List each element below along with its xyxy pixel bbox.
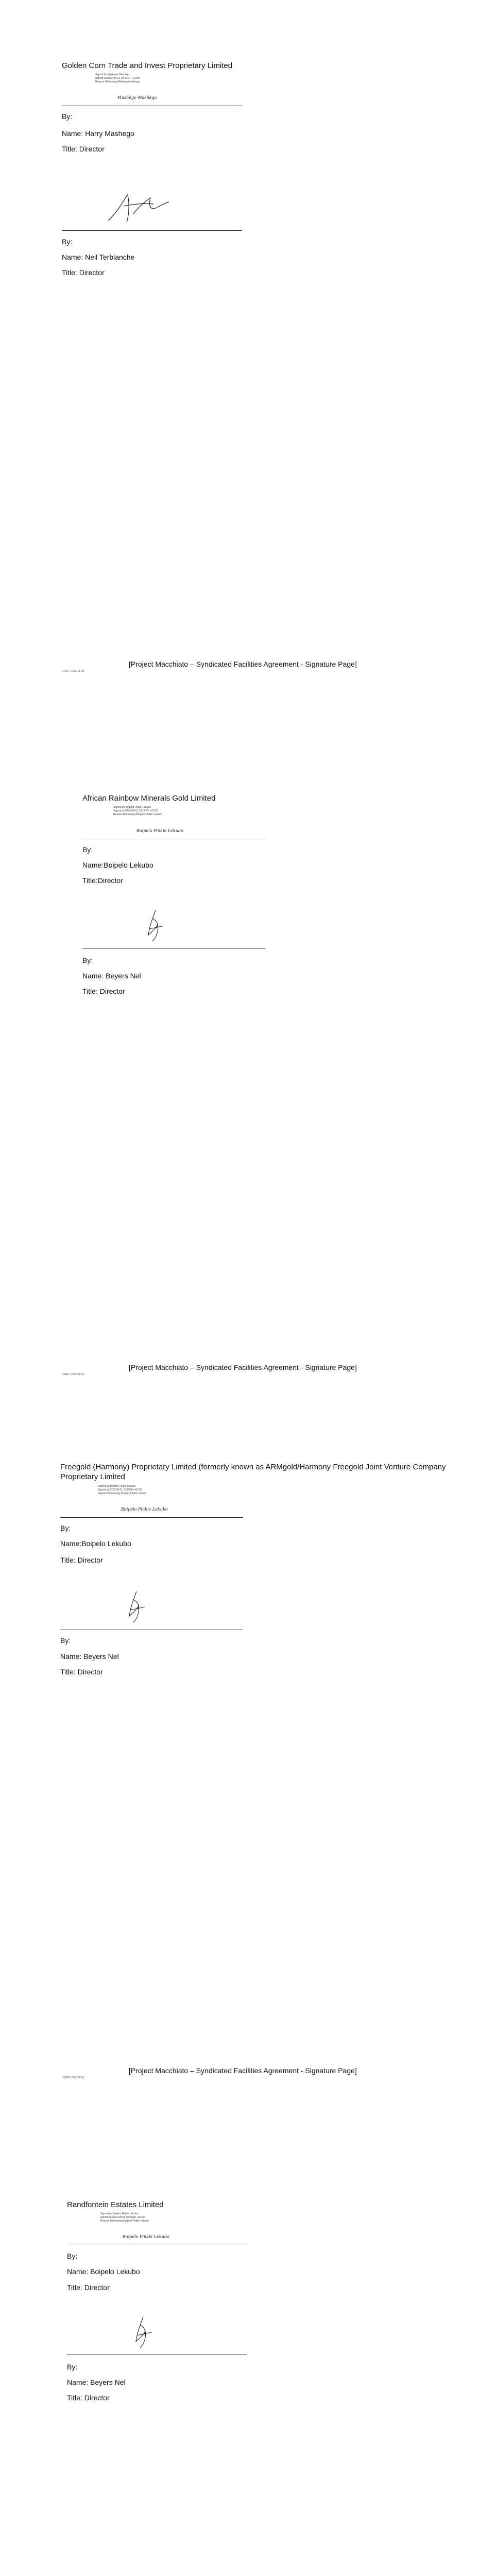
esign-signed-at: Signed at:2023-08-01 10:21:10 +02:00 [100,2216,145,2219]
signatory-title: Title:Director [82,876,123,885]
footer-ref: DRAFT 2023-08-01 [62,1373,84,1376]
esign-script-name: Boipelo Pinkie Lekubo [123,2234,169,2239]
esign-script-name: Mashego Mashego [117,95,157,100]
signature-line [60,1517,243,1518]
signatory-name: Name: Boipelo Lekubo [67,2267,140,2276]
esign-reason: Reason:Witnessing Mashego Mashego [95,80,140,83]
by-label: By: [82,956,93,964]
signatory-name: Name: Beyers Nel [82,972,141,980]
signatory-title: Title: Director [62,145,105,153]
signatory-name: Name:Boipelo Lekubo [60,1539,131,1548]
company-name: Randfontein Estates Limited [67,2200,164,2209]
by-label: By: [82,845,93,854]
by-label: By: [67,2363,78,2371]
esign-signed-at: Signed at:2023-08-01 10:19:03 +02:00 [98,1488,142,1492]
company-name: Golden Corn Trade and Invest Proprietary Limited [62,61,233,70]
esign-reason: Reason:Witnessing Boipelo Pinkie Lekubo [100,2219,149,2223]
footer-ref: DRAFT 2023-08-01 [62,2076,84,2079]
signatory-name: Name: Beyers Nel [67,2378,126,2386]
by-label: By: [67,2252,78,2260]
esign-reason: Reason:Witnessing Boipelo Pinkie Lekubo [113,813,162,816]
page-footer: [Project Macchiato – Syndicated Facilities Agreement - Signature Page] [129,1363,357,1371]
handwritten-signature [103,191,175,227]
signatory-name: Name: Harry Mashego [62,129,134,138]
signature-page-4 [0,2110,497,2576]
signature-page-3 [0,1406,497,2110]
by-label: By: [60,1636,71,1645]
signatory-name: Name: Beyers Nel [60,1652,119,1660]
esign-signed-by: Signed by:Boipelo Pinkie Lekubo [100,2212,139,2215]
page-footer: [Project Macchiato – Syndicated Facilities Agreement - Signature Page] [129,2066,357,2075]
footer-ref: DRAFT 2023-08-01 [62,670,84,673]
signatory-title: Title: Director [67,2283,110,2292]
esign-signed-at: Signed at:2023-08-01 10:47:27 +02:00 [95,77,140,80]
esign-signed-by: Signed by:Mashego Mashego [95,73,130,76]
page-footer: [Project Macchiato – Syndicated Facilities Agreement - Signature Page] [129,660,357,668]
by-label: By: [60,1524,71,1532]
company-name: African Rainbow Minerals Gold Limited [82,794,216,803]
handwritten-signature [133,2315,153,2351]
esign-script-name: Boipelo Pinkie Lekubo [121,1507,168,1512]
signatory-name: Name: Neil Terblanche [62,253,135,261]
signatory-title: Title: Director [60,1556,103,1564]
signatory-title: Title: Director [60,1668,103,1676]
signatory-name: Name:Boipelo Lekubo [82,861,153,869]
esign-reason: Reason:Witnessing Boipelo Pinkie Lekubo [98,1492,146,1495]
handwritten-signature [126,1589,147,1625]
esign-signed-by: Signed by:Boipelo Pinkie Lekubo [113,806,151,809]
signature-line [62,230,242,231]
esign-signed-by: Signed by:Boipelo Pinkie Lekubo [98,1485,136,1488]
esign-signed-at: Signed at:2023-08-01 10:17:42 +02:00 [113,809,158,812]
signatory-title: Title: Director [82,987,125,995]
signature-page-1 [0,0,497,703]
signature-page-2 [0,703,497,1406]
signatory-title: Title: Director [62,268,105,277]
by-label: By: [62,112,73,121]
handwritten-signature [145,908,166,944]
signatory-title: Title: Director [67,2394,110,2402]
by-label: By: [62,238,73,246]
company-name: Freegold (Harmony) Proprietary Limited (formerly known as ARMgold/Harmony Freegold Joint Venture Company Proprietary Limited [60,1463,446,1481]
esign-script-name: Boipelo Pinkie Lekubo [136,828,183,833]
